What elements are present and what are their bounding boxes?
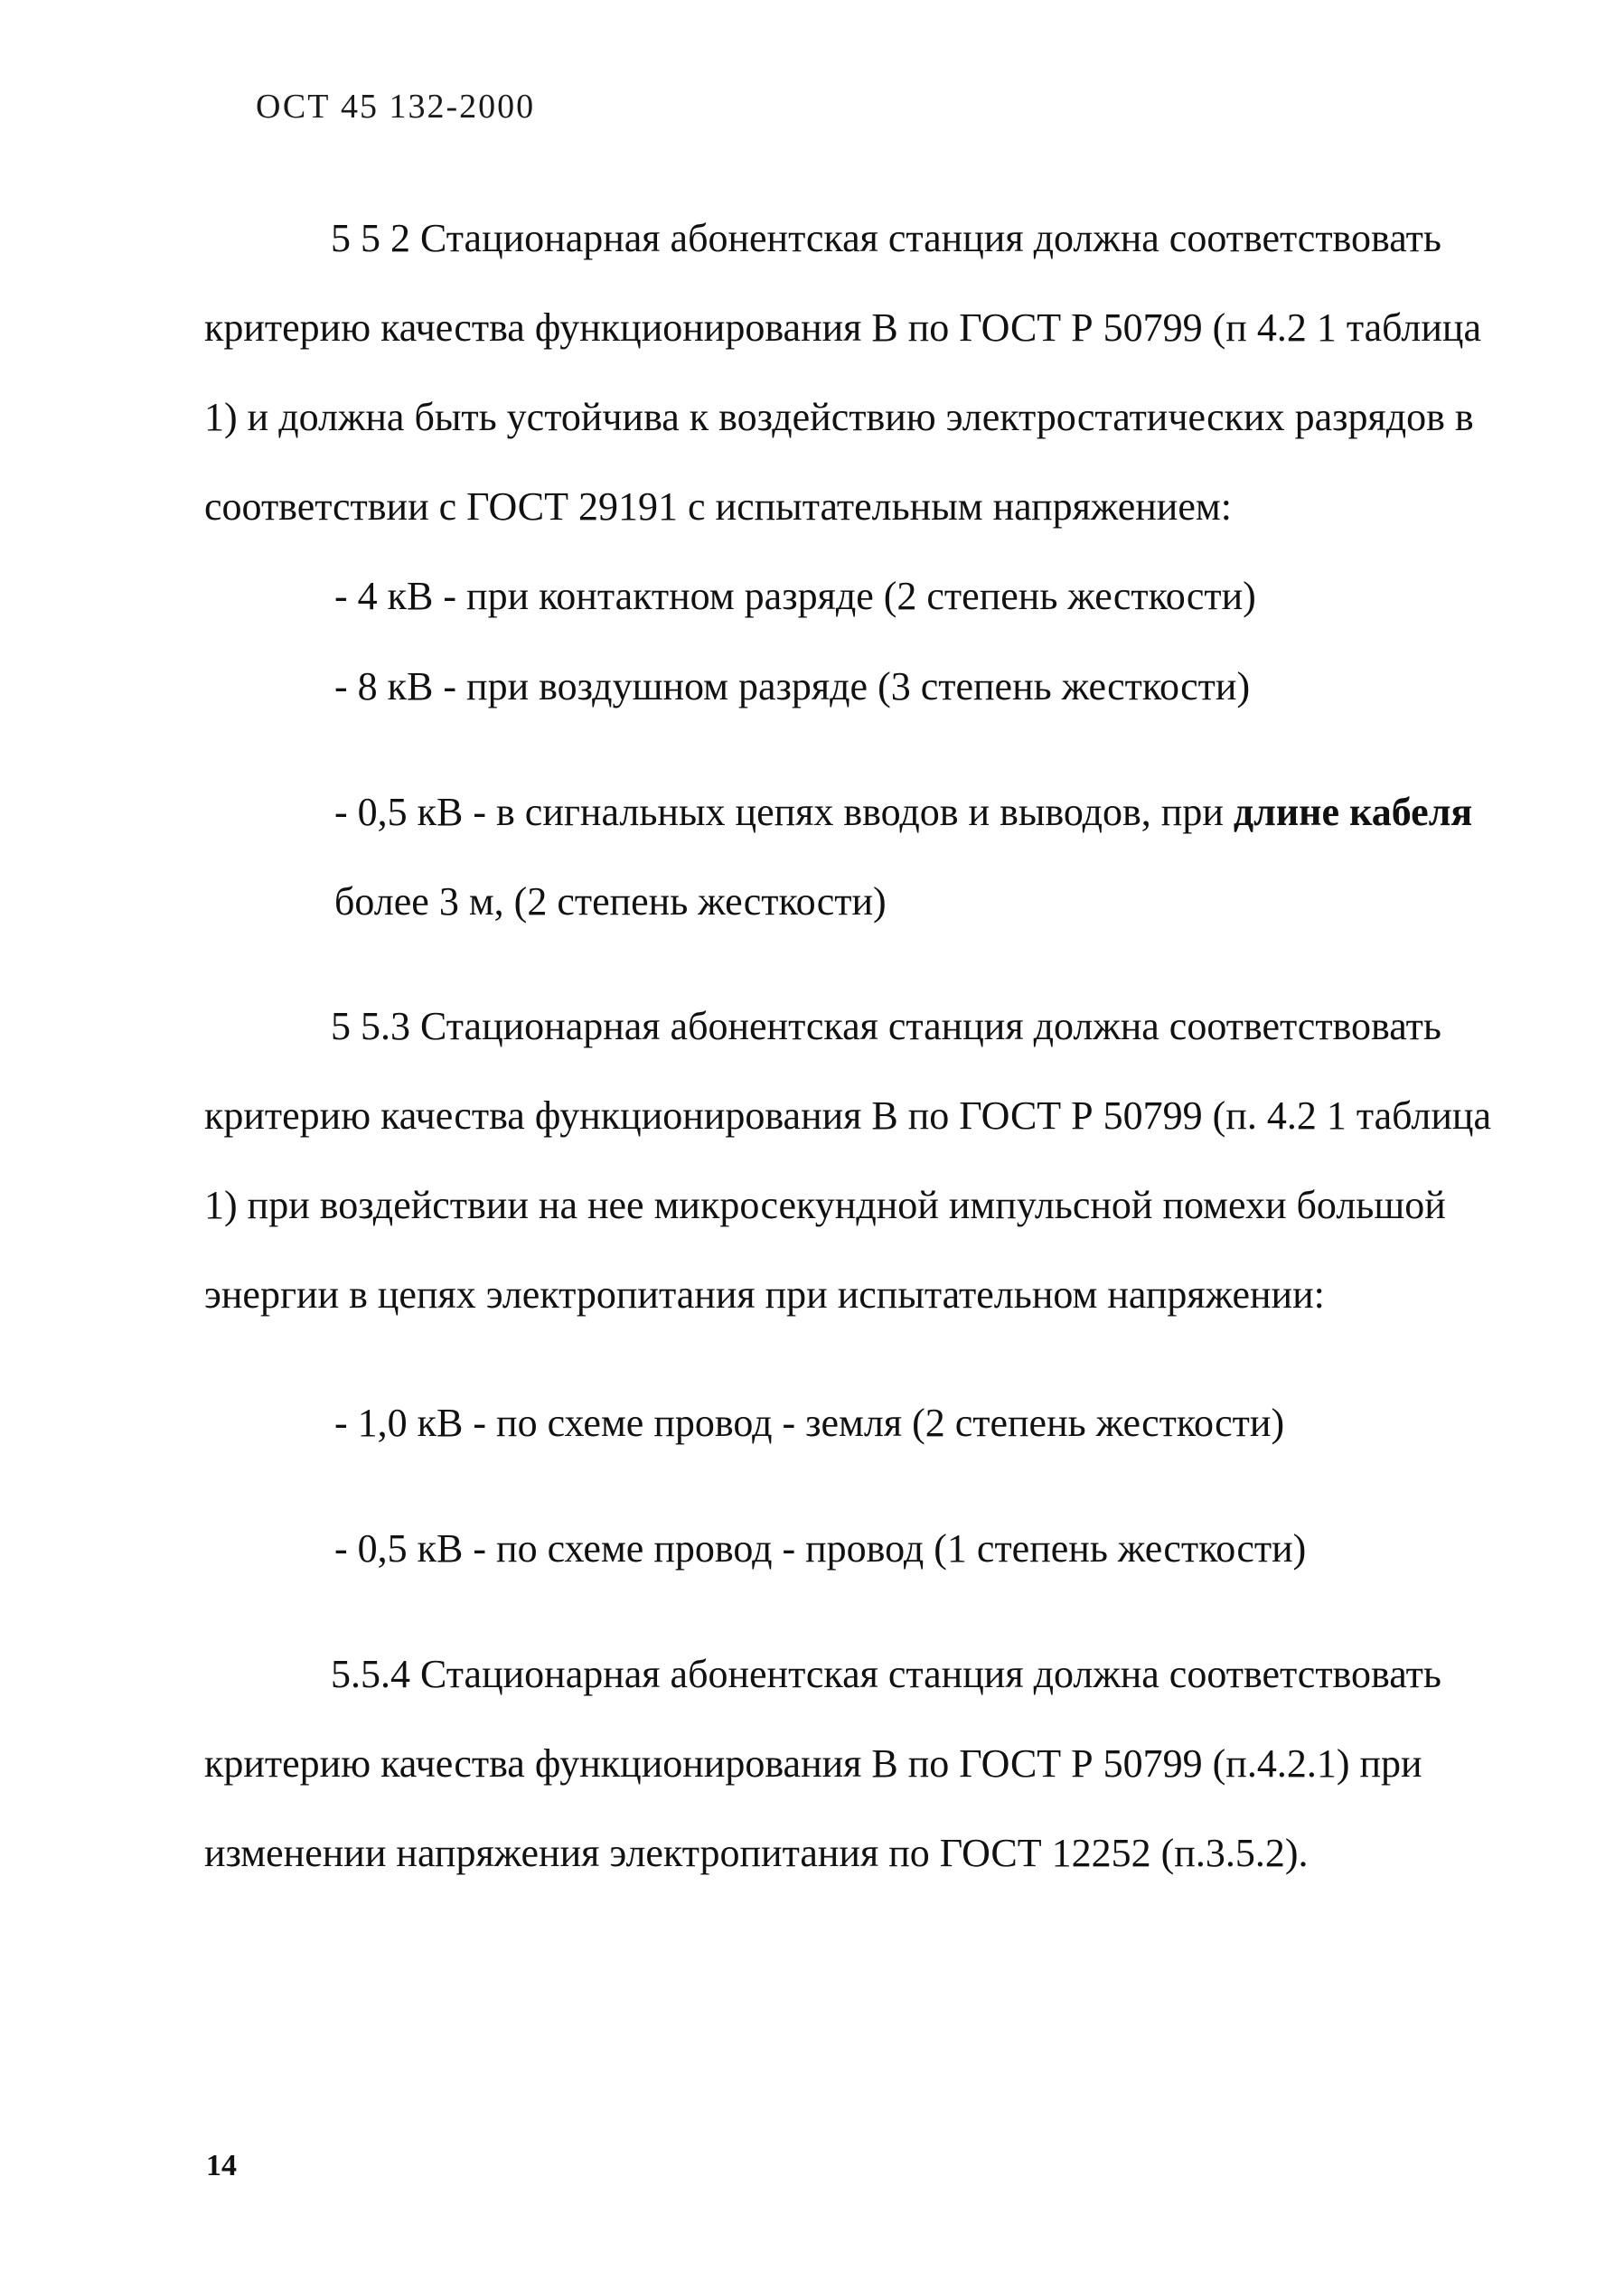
section-552-line-2: критерию качества функционирования В по ГОСТ Р 50799 (п 4.2 1 таблица — [204, 305, 1482, 350]
section-554-line-1: 5.5.4 Стационарная абонентская станция должна соответствовать — [331, 1652, 1441, 1696]
page-number: 14 — [206, 2149, 237, 2182]
section-553-line-3: 1) при воздействии на нее микросекундной импульсной помехи большой — [204, 1183, 1446, 1227]
list-item-05kv-signal — [334, 785, 1472, 840]
list-item-05kv-wire: - 0,5 кВ - по схеме провод - провод (1 степень жесткости) — [334, 1526, 1307, 1571]
section-554-line-2: критерию качества функционирования В по ГОСТ Р 50799 (п.4.2.1) при — [204, 1741, 1422, 1786]
list-item-05kv-continuation: более 3 м, (2 степень жесткости) — [334, 879, 887, 924]
section-553-line-2: критерию качества функционирования В по ГОСТ Р 50799 (п. 4.2 1 таблица — [204, 1093, 1492, 1138]
list-item-4kv: - 4 кВ - при контактном разряде (2 степень жесткости) — [334, 574, 1256, 618]
section-552-line-3: 1) и должна быть устойчива к воздействию электростатических разрядов в — [204, 395, 1474, 439]
document-code-header: ОСТ 45 132-2000 — [256, 88, 536, 126]
list-item-8kv: - 8 кВ - при воздушном разряде (3 степень жесткости) — [334, 664, 1251, 708]
list-item-05kv-text: - 0,5 кВ - в сигнальных цепях вводов и выводов, при — [334, 790, 1234, 834]
section-554-line-3: изменении напряжения электропитания по ГОСТ 12252 (п.3.5.2). — [204, 1831, 1309, 1875]
cable-length-bold-text: длине кабеля — [1233, 790, 1473, 834]
section-552-line-1: 5 5 2 Стационарная абонентская станция должна соответствовать — [331, 216, 1441, 260]
section-553-line-1: 5 5.3 Стационарная абонентская станция должна соответствовать — [331, 1004, 1441, 1048]
section-552-line-4: соответствии с ГОСТ 29191 с испытательным напряжением: — [204, 484, 1232, 529]
list-item-10kv-ground: - 1,0 кВ - по схеме провод - земля (2 степень жесткости) — [334, 1401, 1285, 1445]
section-553-line-4: энергии в цепях электропитания при испытательном напряжении: — [204, 1272, 1325, 1317]
